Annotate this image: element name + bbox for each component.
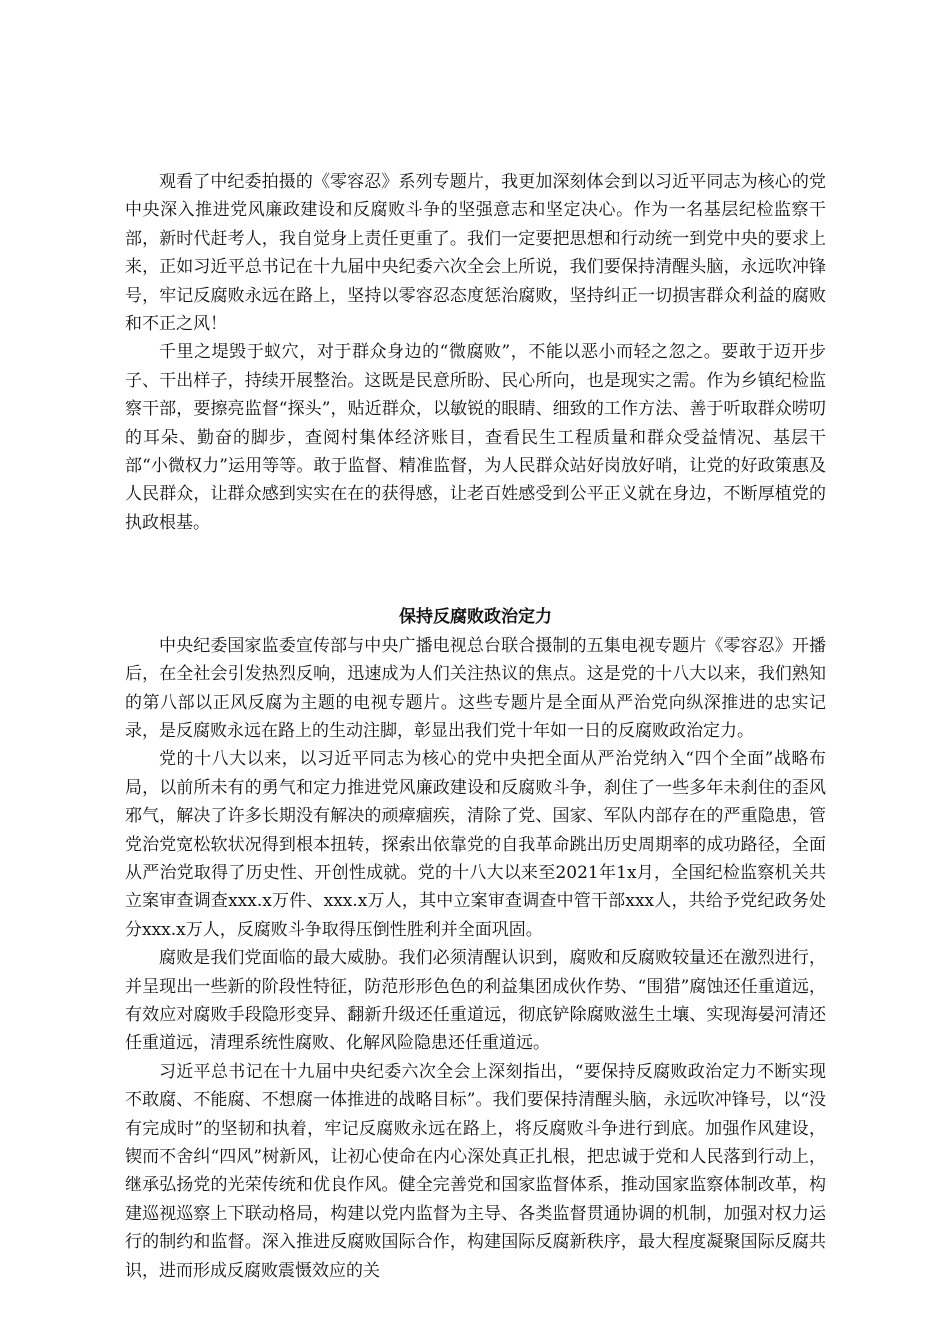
document-page xyxy=(125,168,826,1285)
body-paragraph: 观看了中纪委拍摄的《零容忍》系列专题片，我更加深刻体会到以习近平同志为核心的党中央深入推进党风廉政建设和反腐败斗争的坚强意志和坚定决心。作为一名基层纪检监察干部，新时代赶考人，我自觉身上责任更重了。我们一定要把思想和行动统一到党中央的要求上来，正如习近平总书记在十九届中央纪委六次全会上所说，我们要保持清醒头脑，永远吹冲锋号，牢记反腐败永远在路上，坚持以零容忍态度惩治腐败，坚持纠正一切损害群众利益的腐败和不正之风！ xyxy=(125,172,826,335)
body-paragraph: 党的十八大以来，以习近平同志为核心的党中央把全面从严治党纳入“四个全面”战略布局，以前所未有的勇气和定力推进党风廉政建设和反腐败斗争，刹住了一些多年未刹住的歪风邪气，解决了许多长期没有解决的顽瘴痼疾，清除了党、国家、军队内部存在的严重隐患，管党治党宽松软状况得到根本扭转，探索出依靠党的自我革命跳出历史周期率的成功路径，全面从严治党取得了历史性、开创性成就。党的十八大以来至2021年1x月，全国纪检监察机关共立案审查调查xxx.x万件、xxx.x万人，其中立案审查调查中管干部xxx人，共给予党纪政务处分xxx.x万人，反腐败斗争取得压倒性胜利并全面巩固。 xyxy=(125,749,826,940)
body-paragraph: 中央纪委国家监委宣传部与中央广播电视总台联合摄制的五集电视专题片《零容忍》开播后，在全社会引发热烈反响，迅速成为人们关注热议的焦点。这是党的十八大以来，我们熟知的第八部以正风反腐为主题的电视专题片。这些专题片是全面从严治党向纵深推进的忠实记录，是反腐败永远在路上的生动注脚，彰显出我们党十年如一日的反腐败政治定力。 xyxy=(125,635,826,741)
section-title: 保持反腐败政治定力 xyxy=(399,607,552,628)
body-paragraph: 千里之堤毁于蚁穴，对于群众身边的“微腐败”，不能以恶小而轻之忽之。要敢于迈开步子、干出样子，持续开展整治。这既是民意所盼、民心所向，也是现实之需。作为乡镇纪检监察干部，要擦亮监督“探头”，贴近群众，以敏锐的眼睛、细致的工作方法、善于听取群众唠叨的耳朵、勤奋的脚步，查阅村集体经济账目，查看民生工程质量和群众受益情况、基层干部“小微权力”运用等等。敢于监督、精准监督，为人民群众站好岗放好哨，让党的好政策惠及人民群众，让群众感到实实在在的获得感，让老百姓感受到公平正义就在身边，不断厚植党的执政根基。 xyxy=(125,342,826,533)
body-paragraph: 习近平总书记在十九届中央纪委六次全会上深刻指出，“要保持反腐败政治定力不断实现不敢腐、不能腐、不想腐一体推进的战略目标”。我们要保持清醒头脑，永远吹冲锋号，以“没有完成时”的坚韧和执着，牢记反腐败永远在路上，将反腐败斗争进行到底。加强作风建设，锲而不舍纠“四风”树新风，让初心使命在内心深处真正扎根，把忠诚于党和人民落到行动上，继承弘扬党的光荣传统和优良作风。健全完善党和国家监督体系，推动国家监察体制改革，构建巡视巡察上下联动格局，构建以党内监督为主导、各类监督贯通协调的机制，加强对权力运行的制约和监督。深入推进反腐败国际合作，构建国际反腐新秩序，最大程度凝聚国际反腐共识，进而形成反腐败震慑效应的关 xyxy=(125,1061,826,1281)
body-paragraph: 腐败是我们党面临的最大威胁。我们必须清醒认识到，腐败和反腐败较量还在激烈进行，并呈现出一些新的阶段性特征，防范形形色色的利益集团成伙作势、“围猎”腐蚀还任重道远，有效应对腐败手段隐形变异、翻新升级还任重道远，彻底铲除腐败滋生土壤、实现海晏河清还任重道远，清理系统性腐败、化解风险隐患还任重道远。 xyxy=(125,948,826,1054)
